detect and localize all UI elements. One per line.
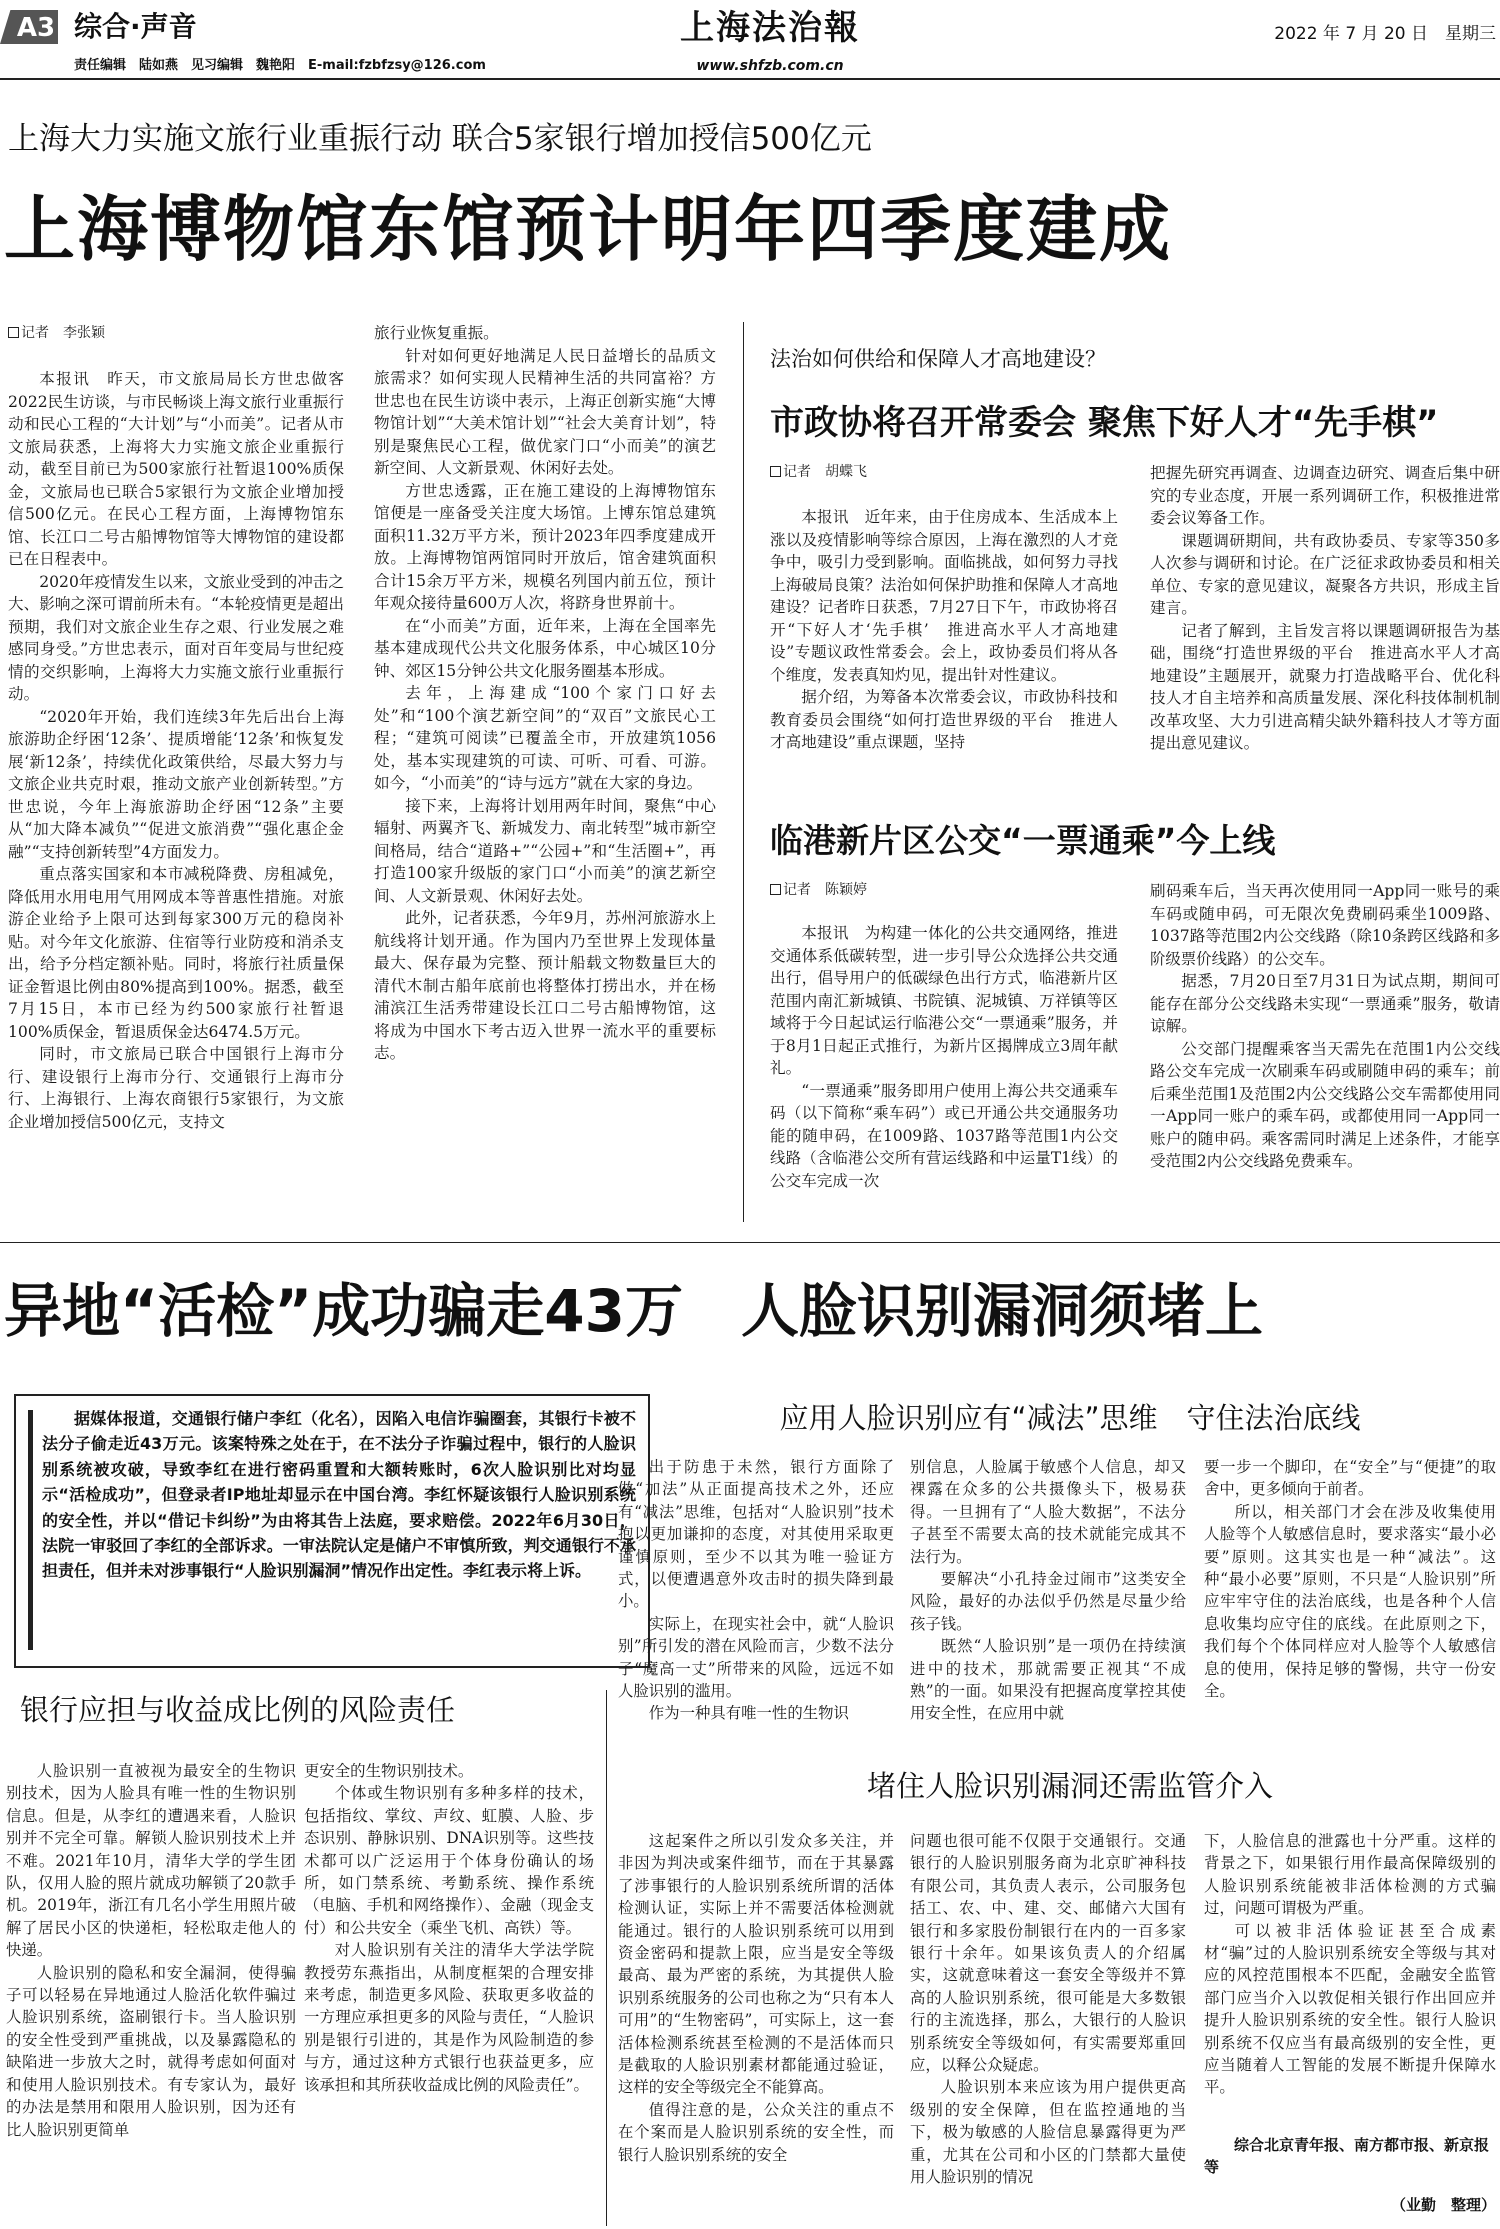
op2-para: 出于防患于未然，银行方面除了做“加法”从正面提高技术之外，还应有“减法”思维，包括对“人脸识别”技术抱以更加谦抑的态度，对其使用采取更谨慎原则，至少不以其为唯一验证方式，以便遭遇意外攻击时的损失降到最小。 [618, 1458, 894, 1611]
story3-note: （以下简称“乘车码”）或已开通公共交通服务功能的随申码，在1009路、1037路等范围1内公交线路（含临港公交所有营运线路和中运量T1线） [770, 1104, 1118, 1167]
lead-para: 此外，记者获悉，今年9月，苏州河旅游水上航线将计划开通。作为国内乃至世界上发现体量最大、保存最为完整、预计船载文物数量巨大的清代木制古船年底前也将整体打捞出水，并在杨浦滨江生活秀带建设长江口二号古船博物馆，这将成为中国水下考古迈入世界一流水平的重要标志。 [374, 909, 716, 1062]
lead-para: “2020年开始，我们连续3年先后出台上海旅游助企纾困‘12条’、提质增能‘12条’和恢复发展‘新12条’，持续优化政策供给，尽最大努力与文旅企业共克时艰，推动文旅产业创新转型。”方世忠说，今年上海旅游助企纾困“12条”主要从“加大降本减负”“促进文旅消费”“强化惠企金融”“支持创新转型”4方面发力。 [8, 707, 344, 861]
op3-headline: 堵住人脸识别漏洞还需监管介入 [866, 1769, 1273, 1803]
op1-para: 对人脸识别有关注的清华大学法学院教授劳东燕指出，从制度框架的合理安排来考虑，制造更多风险、获取更多收益的一方理应承担更多的风险与责任，“人脸识别是银行引进的，其是作为风险制造的参与方，通过这种方式银行也获益更多，应该承担和其所获收益成比例的风险责任”。 [304, 1941, 594, 2094]
editors-line: 责任编辑 陆如燕 见习编辑 魏艳阳 E-mail:fzbfzsy@126.com [74, 58, 486, 73]
op2-para: 要解决“小孔持金过闹市”这类安全风险，最好的办法似乎仍然是尽量少给孩子钱。 [910, 1570, 1186, 1633]
byline-box-icon [8, 327, 19, 338]
story3-para: “一票通乘”服务即用户使用上海公共交通乘车码（以下简称“乘车码”）或已开通公共交通服务功能的随申码，在1009路、1037路等范围1内公交线路（含临港公交所有营运线路和中运量T1线）的公交车完成一次 [770, 1081, 1118, 1190]
story3-byline: 记者 陈颖婷 [770, 880, 867, 900]
story3-note: （除10条跨区线路和多阶级票价线路）的公交车。 [1150, 927, 1500, 968]
op2-headline: 应用人脸识别应有“减法”思维 守住法治底线 [779, 1401, 1361, 1435]
story2-column-2 [1150, 462, 1500, 792]
op2-para: 既然“人脸识别”是一项仍在持续演进中的技术，那就需要正视其“不成熟”的一面。如果没有把握高度掌控其使用安全性，在应用中就 [910, 1637, 1186, 1723]
op3-editor: （业勤 整理） [1390, 2196, 1496, 2214]
section-divider [0, 1242, 1500, 1243]
byline-box-icon [770, 466, 781, 477]
op1-column-2 [304, 1760, 594, 2224]
story2-para: 记者了解到，主旨发言将以课题调研报告为基础，围绕“打造世界级的平台 推进高水平人才高地建设”主题展开，就聚力打造战略平台、优化科技人才自主培养和高质量发展、深化科技体制机制改革攻坚、大力引进高精尖缺外籍科技人才等方面提出意见建议。 [1150, 621, 1500, 752]
column-divider [743, 322, 744, 1222]
story3-para: 公交部门提醒乘客当天需先在范围1内公交线路公交车完成一次刷乘车码或刷随申码的乘车；前后乘坐范围1及范围2内公交线路公交车需都使用同一App同一账户的乘车码，或都使用同一App同一账户的随申码。乘客需同时满足上述条件，才能享受范围2内公交线路免费乘车。 [1150, 1039, 1500, 1170]
op3-column-3 [1204, 1830, 1496, 2130]
feature-headline: 异地“活检”成功骗走43万 人脸识别漏洞须堵上 [4, 1277, 1263, 1345]
lead-column-1 [8, 368, 344, 1218]
lead-para: 同时，市文旅局已联合中国银行上海市分行、建设银行上海市分行、交通银行上海市分行、上海银行、上海农商银行5家银行，为文旅企业增加授信500亿元，支持文 [8, 1045, 344, 1131]
story3-headline: 临港新片区公交“一票通乘”今上线 [770, 821, 1276, 860]
issue-date: 2022 年 7 月 20 日 星期三 [1274, 24, 1496, 44]
op2-para: 要一步一个脚印，在“安全”与“便捷”的取舍中，更多倾向于前者。 [1204, 1458, 1496, 1499]
byline-box-icon [770, 884, 781, 895]
masthead-rule [0, 78, 1500, 80]
op3-para: 问题也很可能不仅限于交通银行。交通银行的人脸识别服务商为北京旷神科技有限公司，其负责人表示，公司服务包括工、农、中、建、交、邮储六大国有银行和多家股份制银行在内的一百多家银行十余年。如果该负责人的介绍属实，这就意味着这一套安全等级并不算高的人脸识别系统，很可能是大多数银行的主流选择，那么，大银行的人脸识别系统安全等级如何，有实需要郑重回应，以释公众疑虑。 [910, 1832, 1186, 2075]
lead-para: 方世忠透露，正在施工建设的上海博物馆东馆便是一座备受关注度大场馆。上博东馆总建筑面积11.32万平方米，预计2023年四季度建成开放。上海博物馆两馆同时开放后，馆舍建筑面积合计15余万平方米，规模名列国内前五位，预计年观众接待量600万人次，将跻身世界前十。 [374, 481, 716, 612]
op3-para: 下，人脸信息的泄露也十分严重。这样的背景之下，如果银行用作最高保障级别的人脸识别系统能被非活体检测的方式骗过，问题可谓极为严重。 [1204, 1832, 1496, 1918]
feature-summary: 据媒体报道，交通银行储户李红（化名），因陷入电信诈骗圈套，其银行卡被不法分子偷走近43万元。该案特殊之处在于，在不法分子诈骗过程中，银行的人脸识别系统被攻破，导致李红在进行密码重置和大额转账时，6次人脸识别比对均显示“活检成功”，但登录者IP地址却显示在中国台湾。李红怀疑该银行人脸识别系统的安全性，并以“借记卡纠纷”为由将其告上法庭，要求赔偿。2022年6月30日，法院一审驳回了李红的全部诉求。一审法院认定是储户不审慎所致，判交通银行不承担责任，但并未对涉事银行“人脸识别漏洞”情况作出定性。李红表示将上诉。 [42, 1409, 636, 1581]
op3-para: 可以被非活体验证甚至合成素材“骗”过的人脸识别系统安全等级与其对应的风控范围根本不匹配，金融安全监管部门应当介入以敦促相关银行作出回应并提升人脸识别系统的安全性。银行人脸识别系统不仅应当有最高级别的安全性，更应当随着人工智能的发展不断提升保障水平。 [1204, 1921, 1496, 2097]
op1-column-1 [6, 1760, 296, 2224]
op3-column-2 [910, 1830, 1186, 2226]
story2-headline: 市政协将召开常委会 聚焦下好人才“先手棋” [770, 403, 1439, 443]
lead-para: 针对如何更好地满足人民日益增长的品质文旅需求？如何实现人民精神生活的共同富裕？方世忠也在民生访谈中表示，上海正创新实施“大博物馆计划”“大美术馆计划”“社会大美育计划”，特别是聚焦民心工程，做优家门口“小而美”的演艺新空间、人文新景观、休闲好去处。 [374, 346, 716, 477]
lead-kicker: 上海大力实施文旅行业重振行动 联合5家银行增加授信500亿元 [8, 121, 872, 157]
lead-headline: 上海博物馆东馆预计明年四季度建成 [4, 188, 1173, 271]
page-number: A3 [16, 13, 56, 43]
story3-para: 据悉，7月20日至7月31日为试点期，期间可能存在部分公交线路未实现“一票通乘”服务，敬请谅解。 [1150, 972, 1500, 1035]
summary-accent-bar [28, 1410, 33, 1650]
column-divider [606, 1690, 607, 2226]
op2-para: 作为一种具有唯一性的生物识 [648, 1704, 849, 1723]
op2-column-3 [1204, 1456, 1496, 1776]
story3-column-2 [1150, 880, 1500, 1224]
op3-column-1 [618, 1830, 894, 2226]
story2-para: 课题调研期间，共有政协委员、专家等350多人次参与调研和讨论。在广泛征求政协委员和相关单位、专家的意见建议，凝聚各方共识，形成主旨建言。 [1150, 531, 1500, 617]
op1-headline: 银行应担与收益成比例的风险责任 [20, 1693, 456, 1727]
story2-para: 把握先研究再调查、边调查边研究、调查后集中研究的专业态度，开展一系列调研工作，积极推进常委会议筹备工作。 [1150, 464, 1500, 527]
section-name: 综合·声音 [74, 10, 197, 43]
op1-para: 更安全的生物识别技术。 [304, 1762, 474, 1780]
story2-para: 据介绍，为筹备本次常委会议，市政协科技和教育委员会围绕“如何打造世界级的平台 推进人才高地建设”重点课题，坚持 [770, 688, 1118, 751]
website-url: www.shfzb.com.cn [696, 58, 844, 74]
lead-para: 接下来，上海将计划用两年时间，聚焦“中心辐射、两翼齐飞、新城发力、南北转型”城市新空间格局，结合“道路+”“公园+”和“生活圈+”，再打造100家升级版的家门口“小而美”的演艺新空间、人文新景观、休闲好去处。 [374, 796, 716, 905]
story2-byline: 记者 胡蝶飞 [770, 462, 867, 482]
lead-para: 在“小而美”方面，近年来，上海在全国率先基本建成现代公共文化服务体系，中心城区10分钟、郊区15分钟公共文化服务圈基本形成。 [374, 616, 716, 680]
op3-para: 人脸识别本来应该为用户提供更高级别的安全保障，但在监控通地的当下，极为敏感的人脸信息暴露得更为严重，尤其在公司和小区的门禁都大量使用人脸识别的情况 [910, 2078, 1186, 2187]
story3-column-1 [770, 922, 1118, 1224]
story2-para: 本报讯 近年来，由于住房成本、生活成本上涨以及疫情影响等综合原因，上海在激烈的人才竞争中，吸引力受到影响。面临挑战，如何努力寻找上海破局良策？法治如何保护助推和保障人才高地建设？记者昨日获悉，7月27日下午，市政协将召开“下好人才‘先手棋’ 推进高水平人才高地建设”专题议政性常委会。会上，政协委员们将从各个维度，发表真知灼见，提出针对性建议。 [770, 508, 1118, 684]
op3-source: 综合北京青年报、南方都市报、新京报等 [1204, 2136, 1490, 2176]
story3-para: 刷码乘车后，当天再次使用同一App同一账号的乘车码或随申码，可无限次免费刷码乘坐1009路、1037路等范围2内公交线路（除10条跨区线路和多阶级票价线路）的公交车。 [1150, 882, 1500, 968]
op2-column-1 [618, 1456, 894, 1776]
lead-byline: 记者 李张颖 [8, 323, 105, 343]
op2-para: 实际上，在现实社会中，就“人脸识别”所引发的潜在风险而言，少数不法分子“魔高一丈”所带来的风险，远远不如人脸识别的滥用。 [618, 1614, 894, 1701]
op2-column-2 [910, 1456, 1186, 1776]
op3-para: 值得注意的是，公众关注的重点不在个案而是人脸识别系统的安全性，而银行人脸识别系统的安全 [618, 2100, 894, 2164]
story3-para: 本报讯 为构建一体化的公共交通网络，推进交通体系低碳转型，进一步引导公众选择公共交通出行，倡导用户的低碳绿色出行方式，临港新片区范围内南汇新城镇、书院镇、泥城镇、万祥镇等区域将于今日起试运行临港公交“一票通乘”服务，并于8月1日起正式推行，为新片区揭牌成立3周年献礼。 [770, 924, 1118, 1077]
story2-column-1 [770, 506, 1118, 792]
lead-para: 旅行业恢复重振。 [374, 324, 499, 342]
op1-para: 个体或生物识别有多种多样的技术，包括指纹、掌纹、声纹、虹膜、人脸、步态识别、静脉识别、DNA识别等。这些技术都可以广泛运用于个体身份确认的场所，如门禁系统、考勤系统、操作系统（电脑、手机和网络操作）、金融（现金支付）和公共安全（乘坐飞机、高铁）等。 [304, 1784, 594, 1937]
op1-para: 人脸识别的隐私和安全漏洞，使得骗子可以轻易在异地通过人脸活化软件骗过人脸识别系统，盗刷银行卡。当人脸识别的安全性受到严重挑战，以及暴露隐私的缺陷进一步放大之时，就得考虑如何面对和使用人脸识别技术。有专家认为，最好的办法是禁用和限用人脸识别，因为还有比人脸识别更简单 [6, 1963, 296, 2139]
story2-kicker: 法治如何供给和保障人才高地建设？ [770, 347, 1106, 371]
lead-para: 去年，上海建成“100个家门口好去处”和“100个演艺新空间”的“双百”文旅民心工程；“建筑可阅读”已覆盖全市，开放建筑1056处，基本实现建筑的可读、可听、可看、可游。如今，“小而美”的“诗与远方”就在大家的身边。 [374, 684, 716, 792]
lead-para: 重点落实国家和本市减税降费、房租减免，降低用水用电用气用网成本等普惠性措施。对旅游企业给予上限可达到每家300万元的稳岗补贴。对今年文化旅游、住宿等行业防疫和消杀支出，给予分档定额补贴。同时，将旅行社质量保证金暂退比例由80%提高到100%。据悉，截至7月15日，本市已经为约500家旅行社暂退100%质保金，暂退质保金达6474.5万元。 [8, 865, 344, 1041]
op2-para: 别信息，人脸属于敏感个人信息，却又裸露在众多的公共摄像头下，极易获得。一旦拥有了“人脸大数据”，不法分子甚至不需要太高的技术就能完成其不法行为。 [910, 1458, 1186, 1566]
lead-para: 2020年疫情发生以来，文旅业受到的冲击之大、影响之深可谓前所未有。“本轮疫情更是超出预期，我们对文旅企业生存之艰、行业发展之难感同身受。”方世忠表示，面对百年变局与世纪疫情的交织影响，上海将大力实施文旅行业重振行动。 [8, 572, 344, 703]
lead-column-2 [374, 322, 716, 1218]
lead-para: 本报讯 昨天，市文旅局局长方世忠做客2022民生访谈，与市民畅谈上海文旅行业重振行动和民心工程的“大计划”与“小而美”。记者从市文旅局获悉，上海将大力实施文旅企业重振行动，截至目前已为500家旅行社暂退100%质保金，文旅局也已联合5家银行为文旅企业增加授信500亿元。在民心工程方面，上海博物馆东馆、长江口二号古船博物馆等大博物馆的建设都已在日程表中。 [8, 370, 344, 568]
op1-para: 人脸识别一直被视为最安全的生物识别技术，因为人脸具有唯一性的生物识别信息。但是，从李红的遭遇来看，人脸识别并不完全可靠。解锁人脸识别技术上并不难。2021年10月，清华大学的学生团队，仅用人脸的照片就成功解锁了20款手机。2019年，浙江有几名小学生用照片破解了居民小区的快递柜，轻松取走他人的快递。 [6, 1762, 296, 1960]
op2-para: 所以，相关部门才会在涉及收集使用人脸等个人敏感信息时，要求落实“最小必要”原则。这其实也是一种“减法”。这种“最小必要”原则，不只是“人脸识别”所应牢牢守住的法治底线，也是各种个人信息收集均应守住的底线。在此原则之下，我们每个个体同样应对人脸等个人敏感信息的使用，保持足够的警惕，共守一份安全。 [1204, 1502, 1496, 1701]
op3-para: 这起案件之所以引发众多关注，并非因为判决或案件细节，而在于其暴露了涉事银行的人脸识别系统所谓的活体检测认证，实际上并不需要活体检测就能通过。银行的人脸识别系统可以用到资金密码和提款上限，应当是安全等级最高、最为严密的系统，为其提供人脸识别系统服务的公司也称之为“只有本人可用”的“生物密码”，可实际上，这一套活体检测系统甚至检测的不是活体而只是截取的人脸识别素材都能通过验证，这样的安全等级完全不能算高。 [618, 1832, 894, 2097]
newspaper-logo: 上海法治報 [680, 8, 860, 48]
